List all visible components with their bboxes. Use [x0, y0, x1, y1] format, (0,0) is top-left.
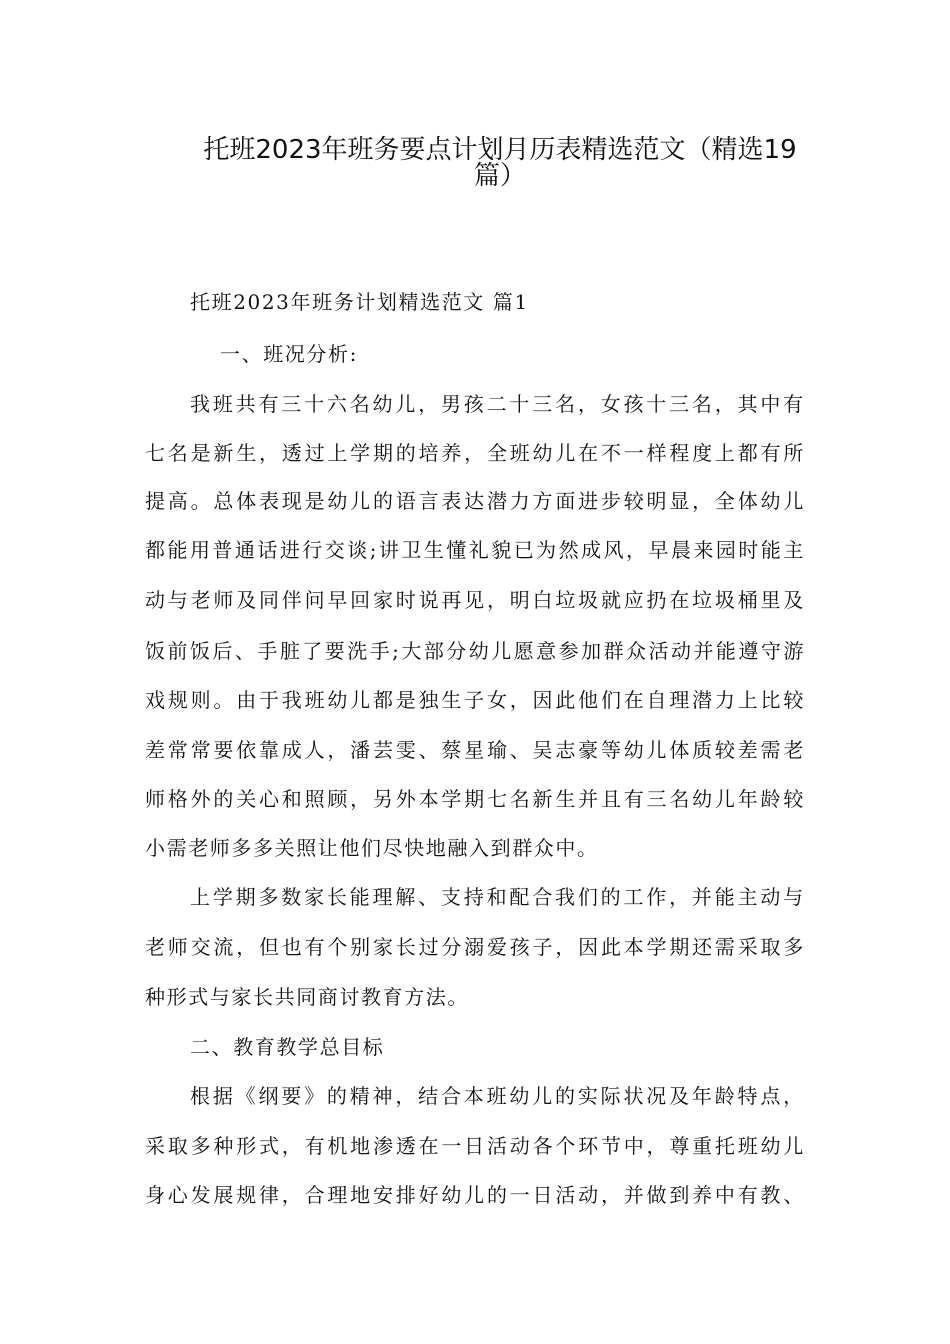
- section-subtitle: 托班2023年班务计划精选范文 篇1: [190, 290, 529, 314]
- paragraph-line: 差 常 常 要 依 靠 成 人 ， 潘 芸 雯 、 蔡 星 瑜 、 吴 志 豪 等 幼 儿 体 质 较 差 需 老: [145, 738, 805, 762]
- paragraph-line: 提 高 。 总 体 表 现 是 幼 儿 的 语 言 表 达 潜 力 方 面 进 步 较 明 显 ， 全 体 幼 儿: [145, 489, 805, 513]
- paragraph-line: 七 名 是 新 生 ， 透 过 上 学 期 的 培 养 ， 全 班 幼 儿 在 不 一 样 程 度 上 都 有 所: [145, 441, 805, 465]
- paragraph-line: 老 师 交 流 ， 但 也 有 个 别 家 长 过 分 溺 爱 孩 子 ， 因 此 本 学 期 还 需 采 取 多: [145, 935, 805, 959]
- heading-class-analysis: 一、班况分析:: [220, 342, 358, 366]
- paragraph-line: 采 取 多 种 形 式 ， 有 机 地 渗 透 在 一 日 活 动 各 个 环 节 中 ， 尊 重 托 班 幼 儿: [145, 1134, 805, 1158]
- paragraph-line: 我 班 共 有 三 十 六 名 幼 儿 ， 男 孩 二 十 三 名 ， 女 孩 十 三 名 ， 其 中 有: [190, 392, 805, 416]
- paragraph-line: 都 能 用 普 通 话 进 行 交 谈 ; 讲 卫 生 懂 礼 貌 已 为 然 成 风 ， 早 晨 来 园 时 能 主: [145, 538, 805, 562]
- paragraph-line: 动 与 老 师 及 同 伴 问 早 回 家 时 说 再 见 ， 明 白 垃 圾 就 应 扔 在 垃 圾 桶 里 及: [145, 588, 805, 612]
- paragraph-line: 根 据 《 纲 要 》 的 精 神 ， 结 合 本 班 幼 儿 的 实 际 状 况 及 年 龄 特 点 ，: [190, 1084, 805, 1108]
- paragraph-line: 身 心 发 展 规 律 ， 合 理 地 安 排 好 幼 儿 的 一 日 活 动 ， 并 做 到 养 中 有 教 、: [145, 1183, 805, 1207]
- document-title-line-1: 托班2023年班务要点计划月历表精选范文（精选19: [203, 135, 797, 165]
- paragraph-line: 师 格 外 的 关 心 和 照 顾 ， 另 外 本 学 期 七 名 新 生 并 且 有 三 名 幼 儿 年 龄 较: [145, 787, 805, 811]
- document-title-line-2: 篇）: [473, 161, 526, 191]
- paragraph-line: 戏 规 则 。 由 于 我 班 幼 儿 都 是 独 生 子 女 ， 因 此 他 们 在 自 理 潜 力 上 比 较: [145, 688, 805, 712]
- paragraph-line: 小需老师多多关照让他们尽快地融入到群众中。: [145, 836, 599, 860]
- heading-teaching-goals: 二、教育教学总目标: [190, 1035, 385, 1059]
- paragraph-line: 饭 前 饭 后 、 手 脏 了 要 洗 手 ; 大 部 分 幼 儿 愿 意 参 加 群 众 活 动 并 能 遵 守 游: [145, 639, 805, 663]
- paragraph-line: 种形式与家长共同商讨教育方法。: [145, 985, 469, 1009]
- paragraph-line: 上 学 期 多 数 家 长 能 理 解 、 支 持 和 配 合 我 们 的 工 作 ， 并 能 主 动 与: [190, 885, 805, 909]
